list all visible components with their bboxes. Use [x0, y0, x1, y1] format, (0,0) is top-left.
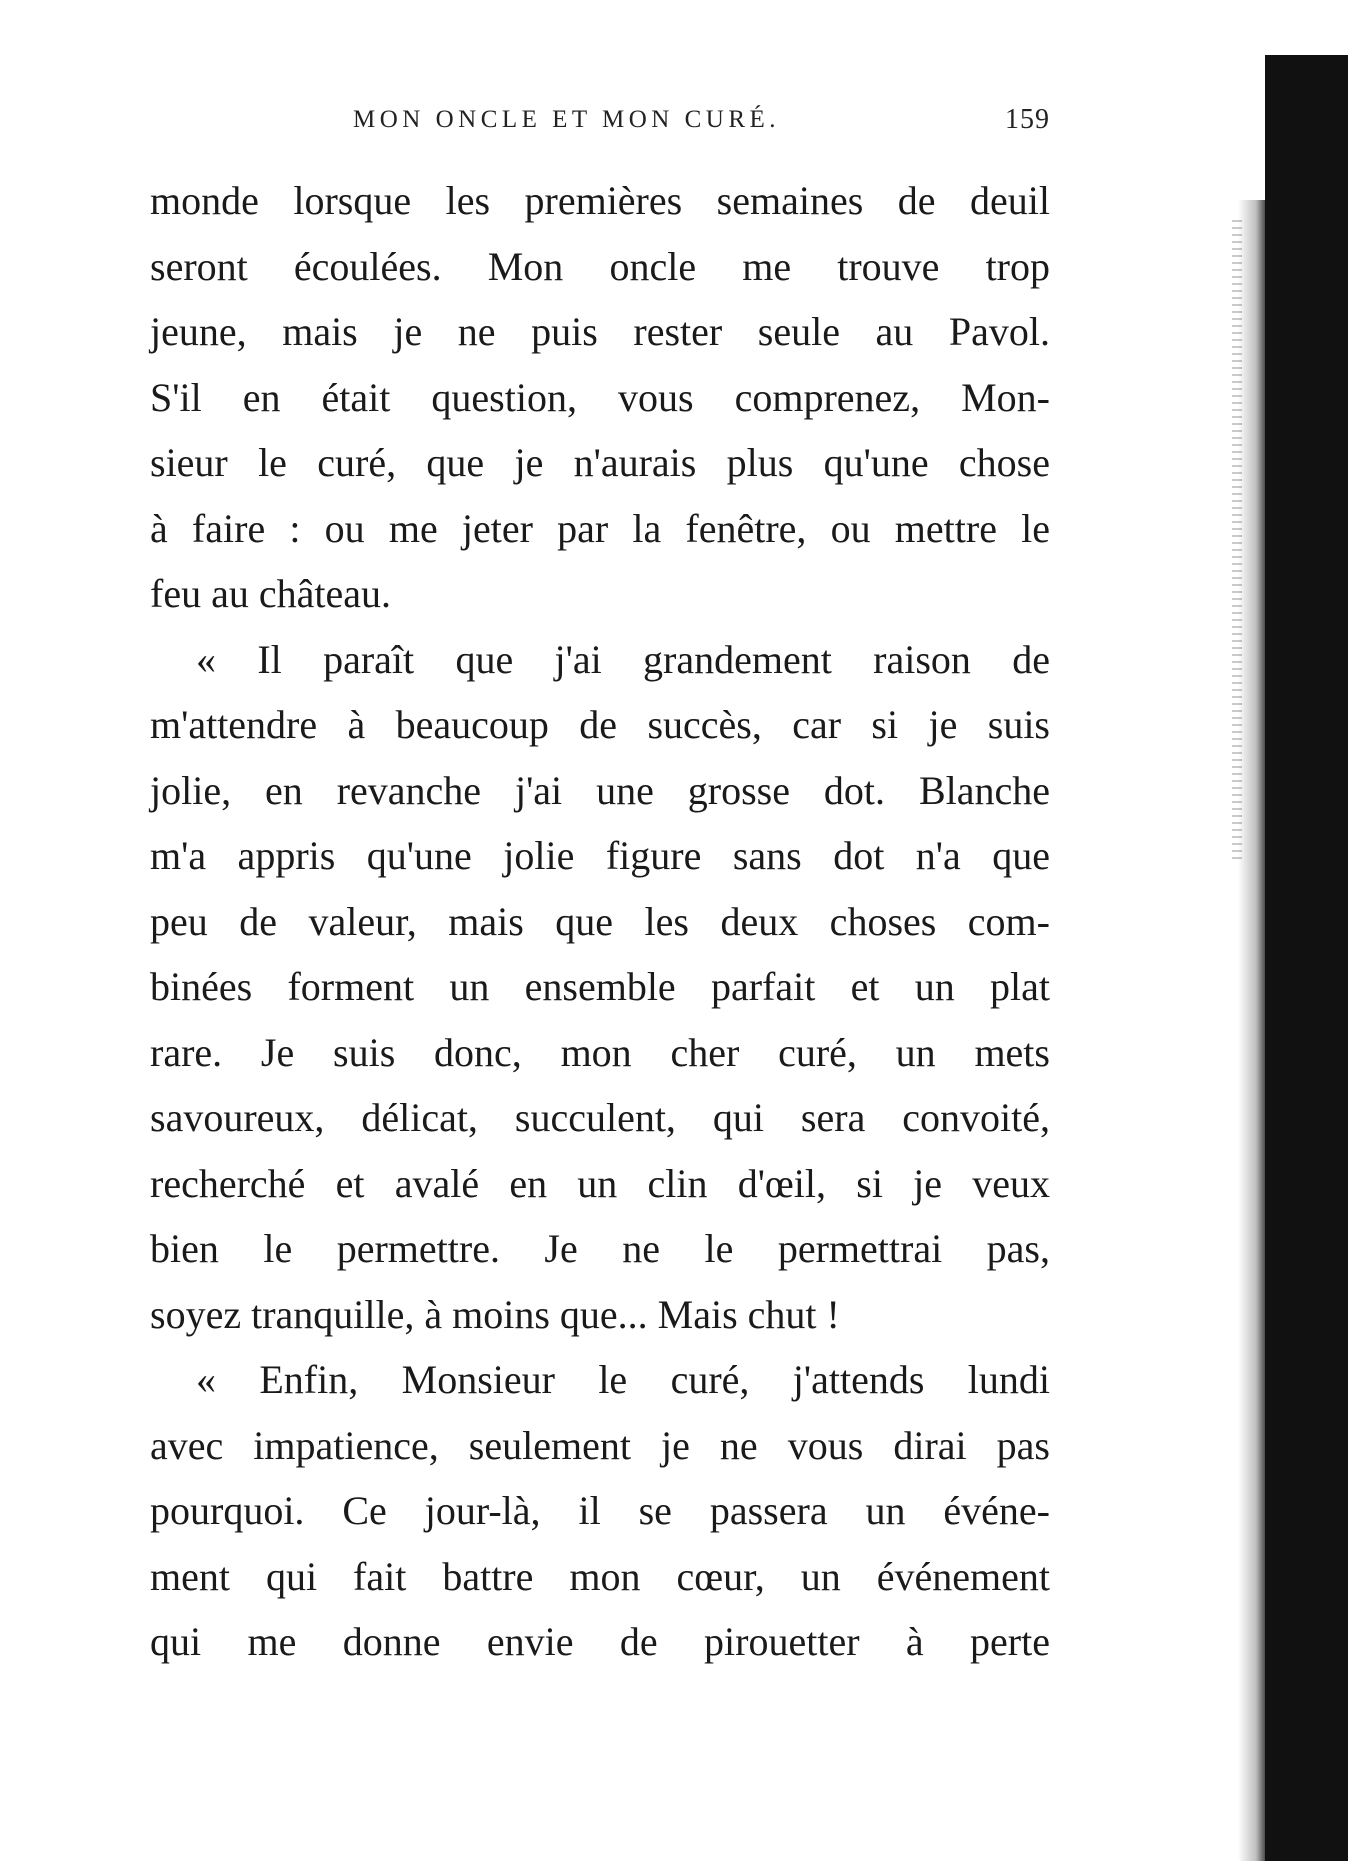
- text-line: binées forment un ensemble parfait et un plat: [150, 964, 1050, 1009]
- running-title: MON ONCLE ET MON CURÉ.: [353, 106, 781, 133]
- binding-edge: [1238, 200, 1268, 1861]
- text-line: bien le permettre. Je ne le permettrai pas,: [150, 1226, 1050, 1271]
- text-line: seront écoulées. Mon oncle me trouve trop: [150, 243, 1050, 289]
- text-line-paragraph-start: « Enfin, Monsieur le curé, j'attends lundi: [196, 1357, 1050, 1402]
- text-line: ment qui fait battre mon cœur, un événement: [150, 1553, 1050, 1599]
- text-line: savoureux, délicat, succulent, qui sera convoité,: [150, 1095, 1050, 1140]
- text-line: recherché et avalé en un clin d'œil, si je veux: [150, 1160, 1050, 1206]
- text-line: rare. Je suis donc, mon cher curé, un mets: [150, 1029, 1050, 1075]
- text-line: S'il en était question, vous comprenez, Mon-: [150, 374, 1050, 420]
- text-line: qui me donne envie de pirouetter à perte: [150, 1619, 1050, 1664]
- text-line: peu de valeur, mais que les deux choses com-: [150, 898, 1050, 944]
- binding-shadow: [1265, 55, 1348, 1861]
- text-line: jeune, mais je ne puis rester seule au Pavol.: [150, 309, 1050, 354]
- text-line: pourquoi. Ce jour-là, il se passera un événe-: [150, 1488, 1050, 1533]
- body-text: [150, 168, 1050, 1675]
- text-line: m'a appris qu'une jolie figure sans dot n'a que: [150, 833, 1050, 878]
- running-header: [150, 100, 1050, 140]
- text-line-paragraph-start: « Il paraît que j'ai grandement raison de: [196, 636, 1050, 682]
- page-number: 159: [1005, 104, 1050, 135]
- text-line-paragraph-end: feu au château.: [150, 571, 391, 616]
- text-line: à faire : ou me jeter par la fenêtre, ou mettre le: [150, 505, 1050, 551]
- text-line: monde lorsque les premières semaines de deuil: [150, 178, 1050, 223]
- text-line: m'attendre à beaucoup de succès, car si je suis: [150, 702, 1050, 747]
- text-line-paragraph-end: soyez tranquille, à moins que... Mais chut !: [150, 1291, 840, 1337]
- text-line: avec impatience, seulement je ne vous dirai pas: [150, 1422, 1050, 1468]
- text-line: sieur le curé, que je n'aurais plus qu'une chose: [150, 440, 1050, 485]
- text-line: jolie, en revanche j'ai une grosse dot. Blanche: [150, 767, 1050, 813]
